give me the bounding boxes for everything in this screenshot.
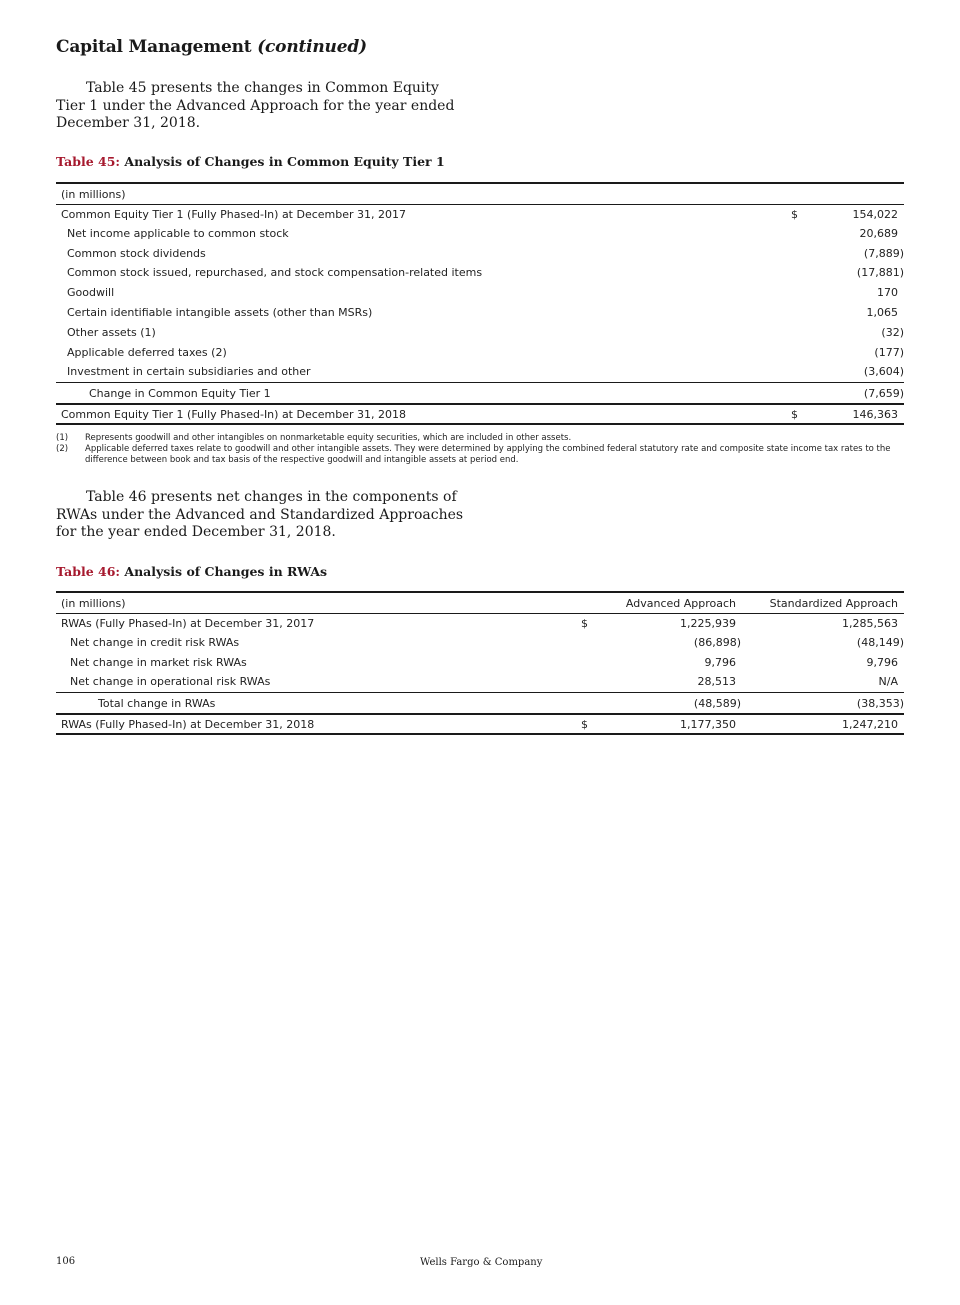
table45-number: Table 45: (56, 154, 121, 169)
footnote-1 (56, 433, 906, 444)
table-row (56, 244, 904, 264)
table46-row-advanced: 9,796 (704, 655, 736, 669)
table-row (56, 283, 904, 303)
table-row (56, 224, 904, 244)
intro-paragraph-table46 (56, 489, 466, 542)
table46-row-label: Net change in credit risk RWAs (70, 635, 240, 649)
table46-opening-label: RWAs (Fully Phased-In) at December 31, 2017 (61, 617, 315, 630)
table45-row-label: Net income applicable to common stock (67, 226, 289, 240)
table45-change-row (56, 382, 904, 403)
table46-total-advanced: (48,589) (693, 697, 741, 711)
table46-body (56, 633, 904, 692)
table46-row-advanced: 28,513 (697, 675, 736, 689)
table-row (56, 633, 904, 653)
page-title (56, 37, 367, 57)
table46-closing-currency: $ (581, 718, 588, 732)
table46-closing-standardized: 1,247,210 (842, 718, 898, 732)
table46-col-standardized: Standardized Approach (769, 597, 898, 610)
table45-row-value: (32) (881, 325, 904, 339)
table45-row-value: (3,604) (863, 365, 904, 379)
table46-title: Analysis of Changes in RWAs (124, 564, 328, 579)
intro-paragraph-table45-text: Table 45 presents the changes in Common Equity Tier 1 under the Advanced Approach for the year ended December 31, 2018. (56, 80, 455, 131)
footnote-2-text: Applicable deferred taxes relate to goodwill and other intangible assets. They were determined by applying the combined federal statutory rate and composite state income tax rates to the difference between book and tax basis of the respective goodwill and intangible assets at period end. (85, 444, 891, 465)
table45-row-label: Other assets (1) (67, 325, 156, 339)
table45-title: Analysis of Changes in Common Equity Tier 1 (124, 154, 445, 169)
table46-opening-currency: $ (581, 617, 588, 630)
table-row (56, 653, 904, 673)
table46-opening-advanced: 1,225,939 (680, 617, 736, 630)
page-title-text: Capital Management (56, 37, 252, 57)
table45-body (56, 224, 904, 382)
table45-row-value: (17,881) (856, 266, 904, 280)
intro-paragraph-table45 (56, 80, 466, 133)
table46-row-standardized: (48,149) (856, 635, 904, 649)
table-row (56, 362, 904, 382)
table46-row-advanced: (86,898) (693, 635, 741, 649)
table45-row-label: Investment in certain subsidiaries and other (67, 365, 311, 379)
table46-row-label: Net change in market risk RWAs (70, 655, 247, 669)
table45-opening-row (56, 204, 904, 224)
table46 (56, 591, 904, 735)
table-row (56, 263, 904, 283)
table45-change-value: (7,659) (863, 387, 904, 401)
table46-row-standardized: 9,796 (866, 655, 898, 669)
table45-opening-label: Common Equity Tier 1 (Fully Phased-In) at December 31, 2017 (61, 208, 407, 221)
table45-closing-row (56, 403, 904, 425)
footnote-1-text: Represents goodwill and other intangibles on nonmarketable equity securities, which are included in other assets. (85, 433, 572, 443)
table45-row-value: 170 (877, 286, 898, 300)
table45-row-label: Certain identifiable intangible assets (other than MSRs) (67, 305, 373, 319)
table46-caption (56, 564, 327, 579)
page-number: 106 (56, 1256, 76, 1267)
page-title-continued: (continued) (257, 37, 367, 57)
table45-closing-currency: $ (791, 408, 798, 422)
table45-row-value: (7,889) (863, 246, 904, 260)
table46-row-standardized: N/A (878, 675, 898, 689)
table45-closing-value: 146,363 (852, 408, 898, 422)
table46-row-label: Net change in operational risk RWAs (70, 675, 271, 689)
table45-row-value: 1,065 (866, 305, 898, 319)
table46-number: Table 46: (56, 564, 121, 579)
footnote-2-marker: (2) (56, 444, 69, 454)
table46-closing-label: RWAs (Fully Phased-In) at December 31, 2018 (61, 718, 315, 732)
table46-units-label: (in millions) (61, 597, 126, 610)
table-row (56, 303, 904, 323)
table46-col-advanced: Advanced Approach (625, 597, 736, 610)
table-row (56, 323, 904, 343)
table45-opening-value: 154,022 (852, 208, 898, 221)
table-row (56, 343, 904, 363)
footer-company-name: Wells Fargo & Company (420, 1257, 543, 1268)
table46-header-row (56, 591, 904, 613)
table45-closing-label: Common Equity Tier 1 (Fully Phased-In) at December 31, 2018 (61, 408, 407, 422)
table45-caption (56, 154, 445, 169)
table45-opening-currency: $ (791, 208, 798, 221)
table45-header-row (56, 182, 904, 204)
intro-paragraph-table46-text: Table 46 presents net changes in the components of RWAs under the Advanced and Standardized Approaches for the year ended December 31, 2018. (56, 489, 464, 540)
table-row (56, 672, 904, 692)
table46-opening-standardized: 1,285,563 (842, 617, 898, 630)
table45-row-label: Common stock dividends (67, 246, 206, 260)
table45-footnotes (56, 433, 906, 466)
table45-row-value: 20,689 (859, 226, 898, 240)
table46-total-row (56, 692, 904, 713)
table46-total-standardized: (38,353) (856, 697, 904, 711)
table45-row-value: (177) (874, 345, 904, 359)
table46-closing-row (56, 713, 904, 735)
footnote-2 (56, 444, 906, 466)
table45-row-label: Goodwill (67, 286, 115, 300)
table45-units-label: (in millions) (61, 188, 126, 201)
table46-opening-row (56, 613, 904, 633)
table45-change-label: Change in Common Equity Tier 1 (89, 387, 271, 401)
table45 (56, 182, 904, 425)
footnote-1-marker: (1) (56, 433, 69, 443)
table46-closing-advanced: 1,177,350 (680, 718, 736, 732)
table45-row-label: Applicable deferred taxes (2) (67, 345, 227, 359)
table45-row-label: Common stock issued, repurchased, and stock compensation-related items (67, 266, 483, 280)
table46-total-label: Total change in RWAs (98, 697, 216, 711)
